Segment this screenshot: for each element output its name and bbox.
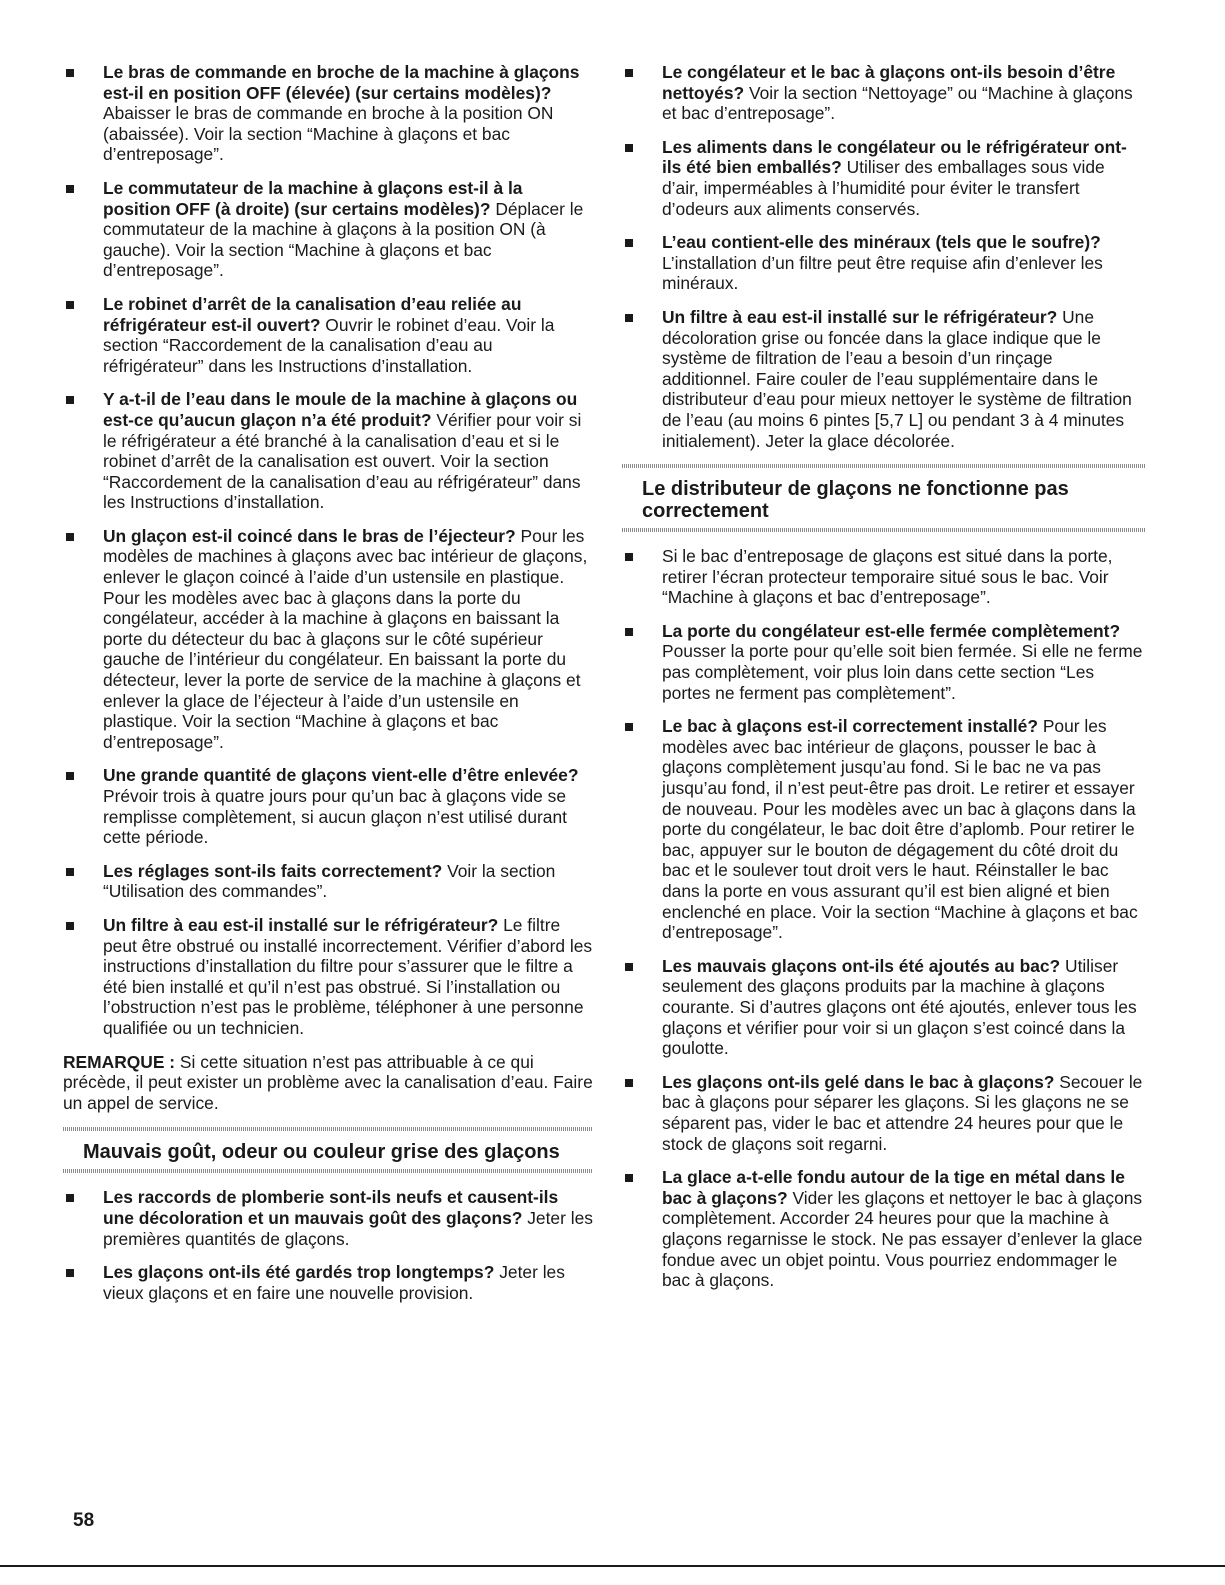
- item-question: Les réglages sont-ils faits correctement?: [103, 860, 443, 881]
- item-question: Le robinet d’arrêt de la canalisation d’eau reliée au réfrigérateur est-il ouvert?: [103, 293, 522, 335]
- square-bullet-icon: [625, 239, 633, 247]
- checklist-item: [63, 526, 593, 753]
- section-heading-bad-taste: Mauvais goût, odeur ou couleur grise des glaçons: [63, 1127, 593, 1173]
- item-answer: Vider les glaçons et nettoyer le bac à glaçons complètement. Accorder 24 heures pour que la machine à glaçons regarnisse le stock. Ne pas essayer d’enlever la glace fondue avec un objet pointu. Vous pourriez endommager le bac à glaçons.: [662, 1187, 1143, 1291]
- page-number: 58: [73, 1510, 95, 1531]
- section-heading-dispenser: Le distributeur de glaçons ne fonctionne pas correctement: [622, 464, 1146, 532]
- left-column: [63, 62, 593, 1316]
- square-bullet-icon: [66, 772, 74, 780]
- item-question: Le commutateur de la machine à glaçons est-il à la position OFF (à droite) (sur certains modèles)?: [103, 177, 523, 219]
- checklist-item: [622, 1072, 1146, 1154]
- item-answer: Pour les modèles de machines à glaçons avec bac intérieur de glaçons, enlever le glaçon coincé à l’aide d’un ustensile en plastique. Pour les modèles avec bac à glaçons dans la porte du congélateur, accéder à la machine à glaçons en baissant la porte du détecteur du bac à glaçons sur le côté supérieur gauche de l’intérieur du congélateur. En baissant la porte du détecteur, lever la porte de service de la machine à glaçons et enlever la glace de l’éjecteur à l’aide d’un ustensile en plastique. Voir la section “Machine à glaçons et bac d’entreposage”.: [103, 525, 588, 752]
- checklist-ice-production: [63, 62, 593, 1039]
- item-question: Le bras de commande en broche de la machine à glaçons est-il en position OFF (élevée) (sur certains modèles)?: [103, 62, 580, 103]
- checklist-dispenser: [622, 546, 1146, 1291]
- checklist-item: [622, 62, 1146, 124]
- checklist-item: [622, 956, 1146, 1059]
- item-question: Un glaçon est-il coincé dans le bras de l’éjecteur?: [103, 525, 516, 546]
- square-bullet-icon: [625, 553, 633, 561]
- item-question: Les glaçons ont-ils gelé dans le bac à glaçons?: [662, 1071, 1055, 1092]
- square-bullet-icon: [66, 69, 74, 77]
- item-answer: Jeter les vieux glaçons et en faire une nouvelle provision.: [103, 1262, 565, 1303]
- checklist-item: [63, 178, 593, 281]
- square-bullet-icon: [66, 301, 74, 309]
- checklist-item: [622, 716, 1146, 943]
- square-bullet-icon: [625, 723, 633, 731]
- remark-label: REMARQUE :: [63, 1051, 176, 1072]
- square-bullet-icon: [625, 69, 633, 77]
- item-answer: Voir la section “Utilisation des commandes”.: [103, 860, 556, 902]
- square-bullet-icon: [66, 396, 74, 404]
- item-answer: Utiliser seulement des glaçons produits par la machine à glaçons courante. Si d’autres glaçons ont été ajoutés, enlever tous les glaçons et vérifier pour voir si un glaçon s’est coincé dans la goulotte.: [662, 955, 1137, 1059]
- checklist-item: [63, 1187, 593, 1249]
- item-answer: Abaisser le bras de commande en broche à la position ON (abaissée). Voir la section “Machine à glaçons et bac d’entreposage”.: [103, 103, 554, 165]
- square-bullet-icon: [66, 1194, 74, 1202]
- page-bottom-rule: [0, 1565, 1225, 1567]
- checklist-item: [622, 1167, 1146, 1291]
- square-bullet-icon: [66, 1269, 74, 1277]
- item-answer: Jeter les premières quantités de glaçons.: [103, 1207, 593, 1249]
- item-answer: Utiliser des emballages sous vide d’air, imperméables à l’humidité pour éviter le transfert d’odeurs aux aliments conservés.: [662, 157, 1105, 219]
- item-answer: Le filtre peut être obstrué ou installé incorrectement. Vérifier d’abord les instructions d’installation du filtre pour s’assurer que le filtre a été bien installé et qu’il n’est pas obstrué. Si l’installation ou l’obstruction n’est pas le problème, téléphoner à une personne qualifiée ou un technicien.: [103, 914, 593, 1038]
- item-question: Un filtre à eau est-il installé sur le réfrigérateur?: [103, 914, 499, 935]
- item-question: L’eau contient-elle des minéraux (tels que le soufre)?: [662, 232, 1101, 253]
- square-bullet-icon: [66, 185, 74, 193]
- square-bullet-icon: [625, 1174, 633, 1182]
- checklist-item: [622, 137, 1146, 219]
- item-answer: Secouer le bac à glaçons pour séparer les glaçons. Si les glaçons ne se séparent pas, vider le bac et attendre 24 heures pour que le stock de glaçons soit regarni.: [662, 1071, 1143, 1154]
- item-question: Les glaçons ont-ils été gardés trop longtemps?: [103, 1262, 495, 1283]
- checklist-item: [63, 861, 593, 902]
- checklist-bad-taste: [63, 1187, 593, 1303]
- checklist-item: [63, 915, 593, 1039]
- checklist-item: [622, 232, 1146, 294]
- square-bullet-icon: [625, 1079, 633, 1087]
- item-question: Les raccords de plomberie sont-ils neufs et causent-ils une décoloration et un mauvais goût des glaçons?: [103, 1187, 559, 1228]
- right-column: [622, 62, 1146, 1304]
- item-question: Y a-t-il de l’eau dans le moule de la machine à glaçons ou est-ce qu’aucun glaçon n’a été produit?: [103, 389, 578, 430]
- remark-note: [63, 1052, 593, 1114]
- checklist-item: [63, 294, 593, 376]
- square-bullet-icon: [625, 628, 633, 636]
- item-question: La porte du congélateur est-elle fermée complètement?: [662, 620, 1121, 641]
- item-answer: Déplacer le commutateur de la machine à glaçons à la position ON (à gauche). Voir la section “Machine à glaçons et bac d’entreposage”.: [103, 198, 584, 281]
- item-question: Une grande quantité de glaçons vient-elle d’être enlevée?: [103, 765, 579, 786]
- item-question: Les aliments dans le congélateur ou le réfrigérateur ont-ils été bien emballés?: [662, 136, 1127, 178]
- checklist-item: [622, 621, 1146, 703]
- square-bullet-icon: [625, 314, 633, 322]
- item-question: Un filtre à eau est-il installé sur le réfrigérateur?: [662, 306, 1058, 327]
- square-bullet-icon: [625, 963, 633, 971]
- checklist-item: [63, 1262, 593, 1303]
- checklist-item: [622, 546, 1146, 608]
- item-answer: Voir la section “Nettoyage” ou “Machine à glaçons et bac d’entreposage”.: [662, 82, 1133, 124]
- item-question: Les mauvais glaçons ont-ils été ajoutés au bac?: [662, 955, 1061, 976]
- checklist-item: [622, 307, 1146, 451]
- item-answer: Si le bac d’entreposage de glaçons est situé dans la porte, retirer l’écran protecteur temporaire situé sous le bac. Voir “Machine à glaçons et bac d’entreposage”.: [662, 546, 1113, 608]
- square-bullet-icon: [66, 922, 74, 930]
- item-question: La glace a-t-elle fondu autour de la tige en métal dans le bac à glaçons?: [662, 1167, 1125, 1208]
- checklist-bad-taste-continued: [622, 62, 1146, 451]
- square-bullet-icon: [66, 868, 74, 876]
- checklist-item: [63, 765, 593, 847]
- checklist-item: [63, 389, 593, 513]
- item-answer: Ouvrir le robinet d’eau. Voir la section “Raccordement de la canalisation d’eau au réfrigérateur” dans les Instructions d’installation.: [103, 314, 555, 376]
- square-bullet-icon: [66, 533, 74, 541]
- item-answer: Pousser la porte pour qu’elle soit bien fermée. Si elle ne ferme pas complètement, voir plus loin dans cette section “Les portes ne ferment pas complètement”.: [662, 641, 1143, 703]
- item-question: Le congélateur et le bac à glaçons ont-ils besoin d’être nettoyés?: [662, 62, 1116, 103]
- item-answer: Pour les modèles avec bac intérieur de glaçons, pousser le bac à glaçons complètement jusqu’au fond. Si le bac ne va pas jusqu’au fond, il n’est peut-être pas droit. Le retirer et essayer de nouveau. Pour les modèles avec un bac à glaçons dans la porte du congélateur, le bac doit être d’aplomb. Pour retirer le bac, appuyer sur le bouton de dégagement du côté droit du bac et le soulever tout droit vers le haut. Réinstaller le bac dans la porte en vous assurant qu’il est bien aligné et bien enclenché en place. Voir la section “Machine à glaçons et bac d’entreposage”.: [662, 716, 1138, 943]
- item-answer: Une décoloration grise ou foncée dans la glace indique que le système de filtration de l’eau a besoin d’un rinçage additionnel. Faire couler de l’eau supplémentaire dans le distributeur d’eau pour mieux nettoyer le système de filtration de l’eau (au moins 6 pintes [5,7 L] ou pendant 3 à 4 minutes initialement). Jeter la glace décolorée.: [662, 306, 1132, 451]
- item-answer: Prévoir trois à quatre jours pour qu’un bac à glaçons vide se remplisse complètement, si aucun glaçon n’est utilisé durant cette période.: [103, 786, 567, 848]
- item-question: Le bac à glaçons est-il correctement installé?: [662, 716, 1038, 737]
- item-answer: L’installation d’un filtre peut être requise afin d’enlever les minéraux.: [662, 252, 1103, 294]
- remark-text: Si cette situation n’est pas attribuable à ce qui précède, il peut exister un problème avec la canalisation d’eau. Faire un appel de service.: [63, 1051, 593, 1113]
- item-answer: Vérifier pour voir si le réfrigérateur a été branché à la canalisation d’eau et si le robinet d’arrêt de la canalisation est ouvert. Voir la section “Raccordement de la canalisation d’eau au réfrigérateur” dans les Instructions d’installation.: [103, 409, 582, 513]
- checklist-item: [63, 62, 593, 165]
- square-bullet-icon: [625, 144, 633, 152]
